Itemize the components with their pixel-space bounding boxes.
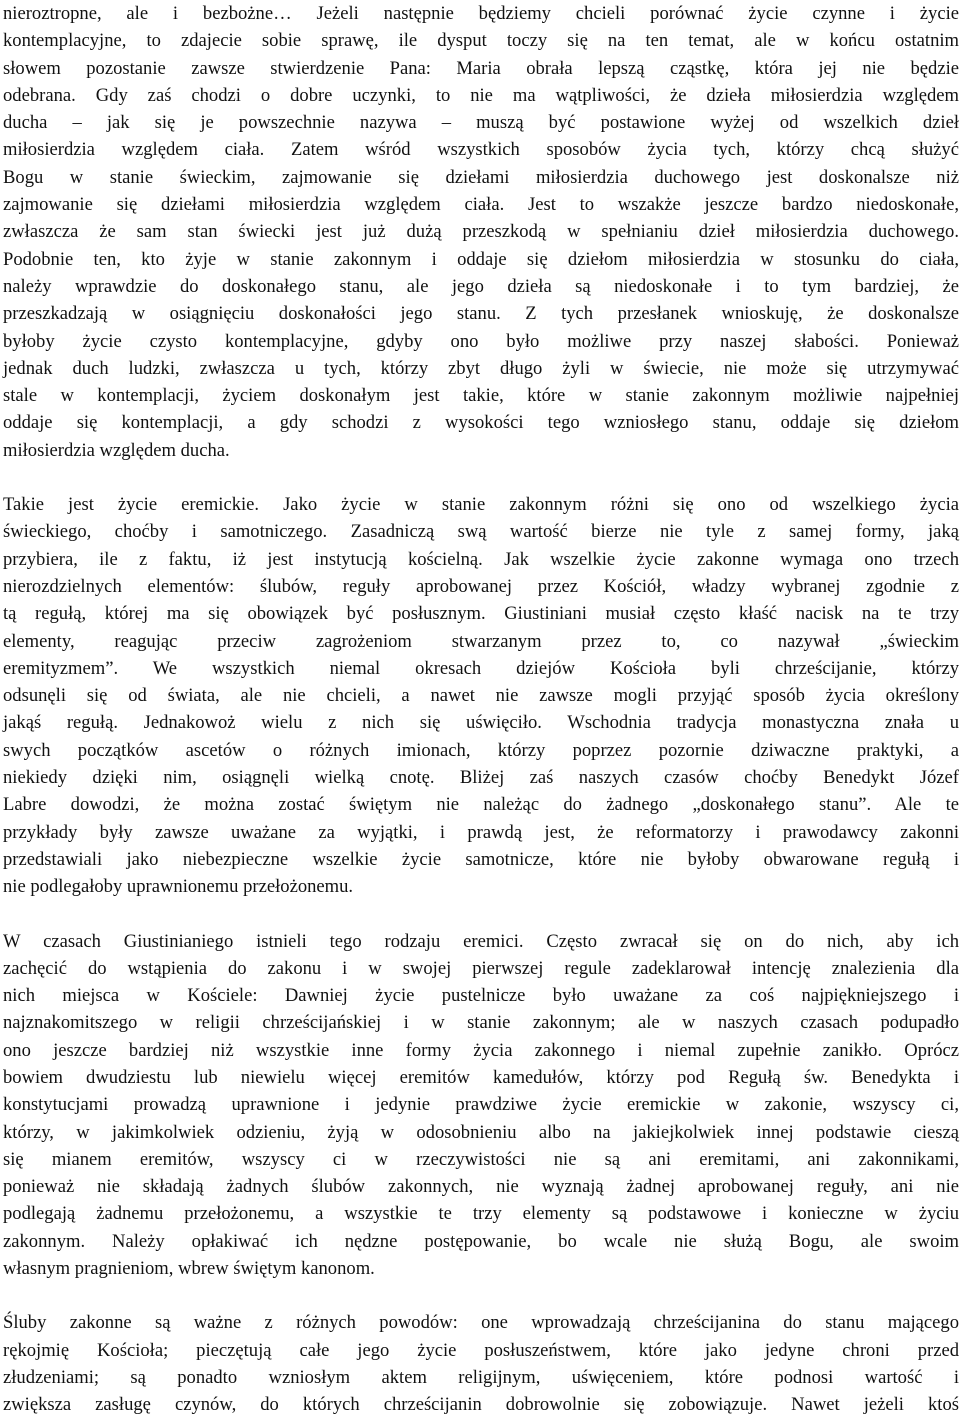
- text-line: nieroztropne, ale i bezbożne… Jeżeli następnie będziemy chcieli porównać życie czynne i życie: [3, 3, 959, 24]
- text-line: W czasach Giustinianiego istnieli tego rodzaju eremici. Często zwracał się on do nich, aby ich: [3, 930, 959, 952]
- text-line: złudzeniami; są ponadto wzniosłym aktem religijnym, uświęceniem, które podnosi wartość i: [3, 1366, 959, 1388]
- paragraph-3: [3, 928, 959, 1283]
- text-line: miłosierdzia względem ducha.: [3, 439, 230, 461]
- text-line: Śluby zakonne są ważne z różnych powodów: one wprowadzają chrześcijanina do stanu mającego: [3, 1312, 959, 1334]
- text-line: świeckiego, choćby i samotniczego. Zasadniczą swą wartość bierze nie tyle z samej formy, jaką: [3, 521, 959, 543]
- text-line: miłosierdzia względem ciała. Zatem wśród wszystkich sposobów życia tych, którzy chcą służyć: [3, 139, 959, 161]
- text-line: zajmowanie się dziełami miłosierdzia względem ciała. Jest to wszakże jeszcze bardzo niedoskonałe,: [3, 194, 959, 216]
- text-line: konstytucjami prowadzą uprawnione i jedynie prawdziwe życie eremickie w zakonie, wszyscy ci,: [3, 1094, 959, 1116]
- text-line: nierozdzielnych elementów: ślubów, reguły aprobowanej przez Kościół, władzy wybranej zgodnie z: [3, 575, 959, 597]
- text-line: eremityzmem”. We wszystkich niemal okresach dziejów Kościoła byli chrześcijanie, którzy: [3, 657, 959, 679]
- text-line: Labre dowodzi, że można zostać świętym nie należąc do żadnego „doskonałego stanu”. Ale te: [3, 794, 959, 816]
- text-line: ponieważ nie składają żadnych ślubów zakonnych, nie wyznają żadnej aprobowanej reguły, ani nie: [3, 1176, 959, 1198]
- document-page: [3, 0, 959, 1419]
- text-line: własnym pragnieniom, wbrew świętym kanonom.: [3, 1258, 375, 1280]
- paragraph-1: [3, 0, 959, 464]
- text-line: swych początków ascetów o różnych imionach, którzy poprzez pozornie dziwaczne praktyki, a: [3, 739, 959, 761]
- text-line: elementy, reagując przeciw zagrożeniom stwarzanym przez to, co nazywał „świeckim: [3, 630, 959, 652]
- text-line: odsunęli się od świata, ale nie chcieli, a nawet nie zawsze mogli przyjąć sposób życia określony: [3, 685, 959, 707]
- text-line: zachęcić do wstąpienia do zakonu i w swojej pierwszej regule zadeklarował intencję znalezienia dla: [3, 957, 959, 979]
- text-line: przykłady były zawsze uważane za wyjątki, i prawdą jest, że reformatorzy i prawodawcy zakonni: [3, 821, 959, 843]
- text-line: Bogu w stanie świeckim, zajmowanie się dziełami miłosierdzia duchowego jest doskonalsze niż: [3, 166, 959, 188]
- text-line: jakąś regułą. Jednakowoż wielu z nich się uświęciło. Wschodnia tradycja monastyczna znała u: [3, 712, 959, 734]
- text-line: kontemplacyjne, to zdajecie sobie sprawę, ile dysput toczy się na ten temat, ale w końcu ostatnim: [3, 30, 959, 52]
- text-line: nie podlegałoby uprawnionemu przełożonemu.: [3, 876, 354, 898]
- paragraph-4: [3, 1309, 959, 1418]
- text-line: Takie jest życie eremickie. Jako życie w stanie zakonnym różni się ono od wszelkiego życia: [3, 494, 959, 516]
- text-line: którzy, w jakimkolwiek odzieniu, żyją w odosobnieniu albo na jakiejkolwiek innej podstawie cieszą: [3, 1121, 959, 1143]
- text-line: przedstawiali jako niebezpieczne wszelkie życie samotnicze, które nie byłoby obwarowane regułą i: [3, 848, 959, 870]
- paragraph-gap: [3, 901, 959, 928]
- text-line: ducha – jak się je powszechnie nazywa – muszą być postawione wyżej od wszelkich dzieł: [3, 112, 959, 134]
- text-line: byłoby życie czysto kontemplacyjne, gdyby ono było możliwe przy naszej słabości. Ponieważ: [3, 330, 959, 352]
- text-line: podlegają żadnemu przełożonemu, a wszystkie te trzy elementy są podstawowe i konieczne w życiu: [3, 1203, 959, 1225]
- text-line: najznakomitszego w religii chrześcijańskiej i w stanie zakonnym; ale w naszych czasach podupadło: [3, 1012, 959, 1034]
- text-line: stale w kontemplacji, życiem doskonałym jest takie, które w stanie zakonnym możliwie najpełniej: [3, 385, 959, 407]
- paragraph-2: [3, 491, 959, 900]
- text-line: przybiera, ile z faktu, iż jest instytucją kościelną. Jak wszelkie życie zakonne wymaga ono trzech: [3, 548, 959, 570]
- text-line: przeszkadzają w osiągnięciu doskonałości jego stanu. Z tych przesłanek wnioskuję, że doskonalsze: [3, 303, 959, 325]
- text-line: słowem pozostanie zawsze stwierdzenie Pana: Maria obrała lepszą cząstkę, która jej nie będzie: [3, 57, 959, 79]
- text-line: Podobnie ten, kto żyje w stanie zakonnym i oddaje się dziełom miłosierdzia w stosunku do ciała,: [3, 248, 959, 270]
- text-line: niekiedy dzięki nim, osiągnęli wielką cnotę. Bliżej zaś naszych czasów choćby Benedykt Józef: [3, 767, 959, 789]
- text-line: się mianem eremitów, wszyscy ci w rzeczywistości nie są ani eremitami, ani zakonnikami,: [3, 1148, 959, 1170]
- text-line: rękojmię Kościoła; pieczętują całe jego życie posłuszeństwem, które jako jedyne chroni przed: [3, 1339, 959, 1361]
- text-line: ono jeszcze bardziej niż wszystkie inne formy życia zakonnego i niemal zupełnie zanikło. Oprócz: [3, 1039, 959, 1061]
- text-line: jednak duch ludzki, zwłaszcza u tych, którzy zbyt długo żyli w świecie, nie może się utrzymywać: [3, 357, 959, 379]
- paragraph-gap: [3, 1282, 959, 1309]
- text-line: należy wprawdzie do doskonałego stanu, ale jego dzieła są niedoskonałe i to tym bardziej, że: [3, 275, 959, 297]
- text-line: oddaje się kontemplacji, a gdy schodzi z wysokości tego wzniosłego stanu, oddaje się dziełom: [3, 412, 959, 434]
- text-line: zakonnym. Należy opłakiwać ich nędzne postępowanie, bo wcale nie służą Bogu, ale swoim: [3, 1230, 959, 1252]
- text-line: tą regułą, której ma się obowiązek być posłusznym. Giustiniani musiał często kłaść nacisk na te trzy: [3, 603, 959, 625]
- text-line: bowiem dwudziestu lub niewielu więcej eremitów kamedułów, którzy pod Regułą św. Benedykta i: [3, 1066, 959, 1088]
- text-line: nich miejsca w Kościele: Dawniej życie pustelnicze było uważane za coś najpiękniejszego i: [3, 985, 959, 1007]
- text-line: zwłaszcza że sam stan świecki jest już dużą przeszkodą w spełnianiu dzieł miłosierdzia duchowego.: [3, 221, 959, 243]
- paragraph-gap: [3, 464, 959, 491]
- text-line: odebrana. Gdy zaś chodzi o dobre uczynki, to nie ma wątpliwości, że dzieła miłosierdzia względem: [3, 84, 959, 106]
- text-line: zwiększa zasługę czynów, do których chrześcijanin dobrowolnie się zobowiązuje. Nawet jeżeli ktoś: [3, 1394, 959, 1416]
